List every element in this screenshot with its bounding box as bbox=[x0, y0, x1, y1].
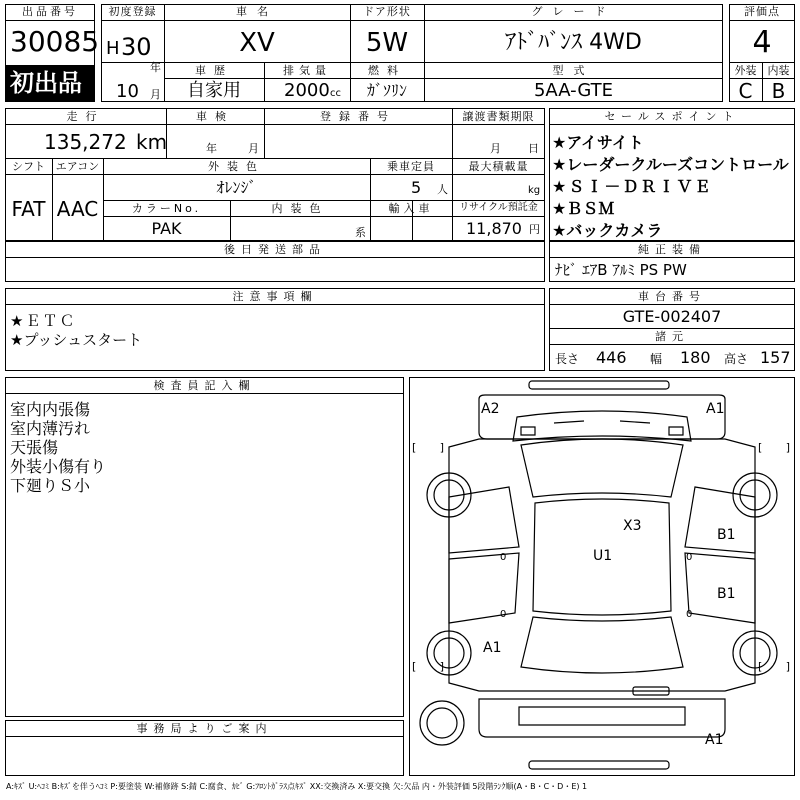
grade: ｱﾄﾞﾊﾞﾝｽ 4WD bbox=[505, 30, 642, 55]
mark-x3: X3 bbox=[623, 518, 642, 534]
width-value: 180 bbox=[680, 348, 711, 367]
displacement: 2000 bbox=[284, 80, 330, 101]
reg-year: 30 bbox=[121, 33, 152, 61]
ac-label: エアコン bbox=[55, 160, 100, 173]
notes-title: 注意事項欄 bbox=[232, 290, 318, 303]
shift: FAT bbox=[11, 197, 46, 221]
sales-points-title: セールスポイント bbox=[604, 110, 740, 123]
zero-mark: 0 bbox=[686, 609, 693, 620]
insp-month-unit: 月 bbox=[248, 142, 259, 155]
auction-no-label: 出品番号 bbox=[22, 5, 78, 18]
reg-no-label: 登録番号 bbox=[320, 110, 396, 123]
recycle-unit: 円 bbox=[529, 223, 540, 236]
bracket-mark: [ ] bbox=[758, 441, 800, 454]
mileage-label: 走行 bbox=[66, 110, 105, 123]
width-label: 幅 bbox=[650, 352, 663, 366]
mark-a1-left: A1 bbox=[483, 640, 502, 656]
reg-month: 10 bbox=[116, 81, 139, 102]
fuel: ｶﾞｿﾘﾝ bbox=[366, 81, 407, 100]
color-no-label: カラーNo. bbox=[131, 202, 202, 215]
load-label: 最大積載量 bbox=[468, 160, 529, 173]
model: 5AA-GTE bbox=[533, 80, 613, 101]
exterior-label: 外装 bbox=[734, 64, 757, 77]
inspector-item: 下廻りＳ小 bbox=[10, 476, 91, 495]
equipment-title: 純正装備 bbox=[638, 243, 706, 256]
zero-mark: 0 bbox=[500, 552, 507, 563]
transfer-label: 譲渡書類期限 bbox=[462, 110, 535, 123]
chassis-title: 車台番号 bbox=[638, 290, 706, 303]
sales-point-item: ★バックカメラ bbox=[552, 221, 663, 240]
ext-color-label: 外装色 bbox=[208, 160, 265, 173]
int-color-unit: 系 bbox=[355, 226, 366, 239]
displacement-label: 排気量 bbox=[283, 64, 331, 77]
mark-a1-rear: A1 bbox=[705, 732, 724, 748]
ac: AAC bbox=[56, 197, 99, 221]
fuel-label: 燃料 bbox=[368, 64, 406, 77]
mark-a1-front: A1 bbox=[706, 401, 725, 417]
bracket-mark: [ ] bbox=[412, 441, 455, 454]
insp-year-unit: 年 bbox=[206, 142, 217, 155]
transfer-month-unit: 月 bbox=[490, 142, 501, 155]
equipment-value: ﾅﾋﾞ ｴｱB ｱﾙﾐ PS PW bbox=[555, 261, 687, 279]
month-unit: 月 bbox=[150, 88, 161, 101]
shift-label: シフト bbox=[12, 160, 45, 173]
sales-point-item: ★レーダークルーズコントロール bbox=[552, 155, 789, 174]
history: 自家用 bbox=[187, 80, 241, 101]
zero-mark: 0 bbox=[500, 609, 507, 620]
inspector-item: 室内内張傷 bbox=[10, 400, 91, 419]
bracket-mark: [ ] bbox=[758, 660, 800, 673]
color-no: PAK bbox=[151, 219, 182, 238]
capacity-unit: 人 bbox=[437, 183, 448, 196]
car-diagram bbox=[409, 377, 795, 776]
note-item: ★ＥＴＣ bbox=[10, 312, 77, 330]
later-parts-title: 後日発送部品 bbox=[224, 243, 326, 256]
score: 4 bbox=[752, 25, 772, 60]
load-unit: kg bbox=[528, 185, 541, 196]
sales-points-list bbox=[552, 130, 789, 240]
year-unit: 年 bbox=[150, 61, 161, 74]
inspector-item: 天張傷 bbox=[10, 438, 59, 457]
first-listing-text: 初出品 bbox=[10, 69, 82, 97]
ext-color: ｵﾚﾝｼﾞ bbox=[216, 178, 257, 197]
history-label: 車歴 bbox=[195, 64, 233, 77]
dims-title: 諸元 bbox=[655, 330, 689, 343]
inspector-item: 室内薄汚れ bbox=[10, 419, 91, 438]
mileage: 135,272 bbox=[44, 130, 127, 154]
era: H bbox=[106, 38, 120, 59]
interior-grade: B bbox=[771, 79, 786, 103]
car-name: XV bbox=[239, 28, 275, 58]
sales-point-item: ★アイサイト bbox=[552, 133, 644, 152]
capacity: 5 bbox=[411, 178, 422, 197]
notes-list bbox=[10, 310, 142, 348]
int-color-label: 内装色 bbox=[271, 202, 329, 215]
capacity-label: 乗車定員 bbox=[387, 160, 435, 173]
door: 5W bbox=[365, 28, 409, 58]
mark-u1: U1 bbox=[593, 548, 613, 564]
length-label: 長さ bbox=[555, 352, 580, 366]
mileage-unit: km bbox=[136, 130, 168, 154]
recycle-label: リサイクル預託金 bbox=[459, 202, 538, 213]
legend-text: A:ｷｽﾞ U:ﾍｺﾐ B:ｷｽﾞを伴うﾍｺﾐ P:要塗装 W:補修跡 S:錆 C:腐食、ｶﾋﾞ G:ﾌﾛﾝﾄｶﾞﾗｽ点ｷｽﾞ XX:交換済み X:要交換 欠:欠品 内・外装評価 5段階ﾗﾝｸ順(A・B・C・D・E) 1 bbox=[6, 782, 588, 791]
car-name-label: 車名 bbox=[236, 5, 278, 18]
mark-b1-upper: B1 bbox=[717, 527, 736, 543]
zero-mark: 0 bbox=[686, 552, 693, 563]
sales-point-item: ★ＳＩ－ＤＲＩＶＥ bbox=[552, 177, 713, 196]
inspector-list bbox=[10, 397, 107, 495]
note-item: ★プッシュスタート bbox=[10, 331, 143, 349]
recycle: 11,870 bbox=[466, 219, 522, 238]
first-reg-label: 初度登録 bbox=[108, 5, 157, 18]
interior-label: 内装 bbox=[767, 64, 790, 77]
height-label: 高さ bbox=[724, 352, 749, 366]
office-title: 事務局よりご案内 bbox=[136, 722, 273, 735]
door-label: ドア形状 bbox=[363, 5, 411, 18]
inspector-title: 検査員記入欄 bbox=[153, 379, 256, 392]
sales-point-item: ★ＢＳＭ bbox=[552, 199, 615, 218]
grade-label: グレード bbox=[531, 5, 616, 18]
bracket-mark: [ ] bbox=[412, 660, 455, 673]
model-label: 型式 bbox=[552, 64, 595, 77]
auction-no: 30085 bbox=[10, 25, 100, 58]
length-value: 446 bbox=[596, 348, 627, 367]
inspector-item: 外装小傷有り bbox=[10, 457, 107, 476]
cc-unit: cc bbox=[330, 88, 341, 99]
score-label: 評価点 bbox=[744, 5, 780, 18]
inspection-label: 車検 bbox=[196, 110, 234, 123]
mark-a2: A2 bbox=[481, 401, 500, 417]
exterior-grade: C bbox=[738, 79, 753, 103]
import-label: 輸入車 bbox=[388, 202, 434, 215]
chassis-value: GTE-002407 bbox=[622, 307, 722, 326]
height-value: 157 bbox=[760, 348, 791, 367]
transfer-day-unit: 日 bbox=[528, 142, 539, 155]
mark-b1-lower: B1 bbox=[717, 586, 736, 602]
